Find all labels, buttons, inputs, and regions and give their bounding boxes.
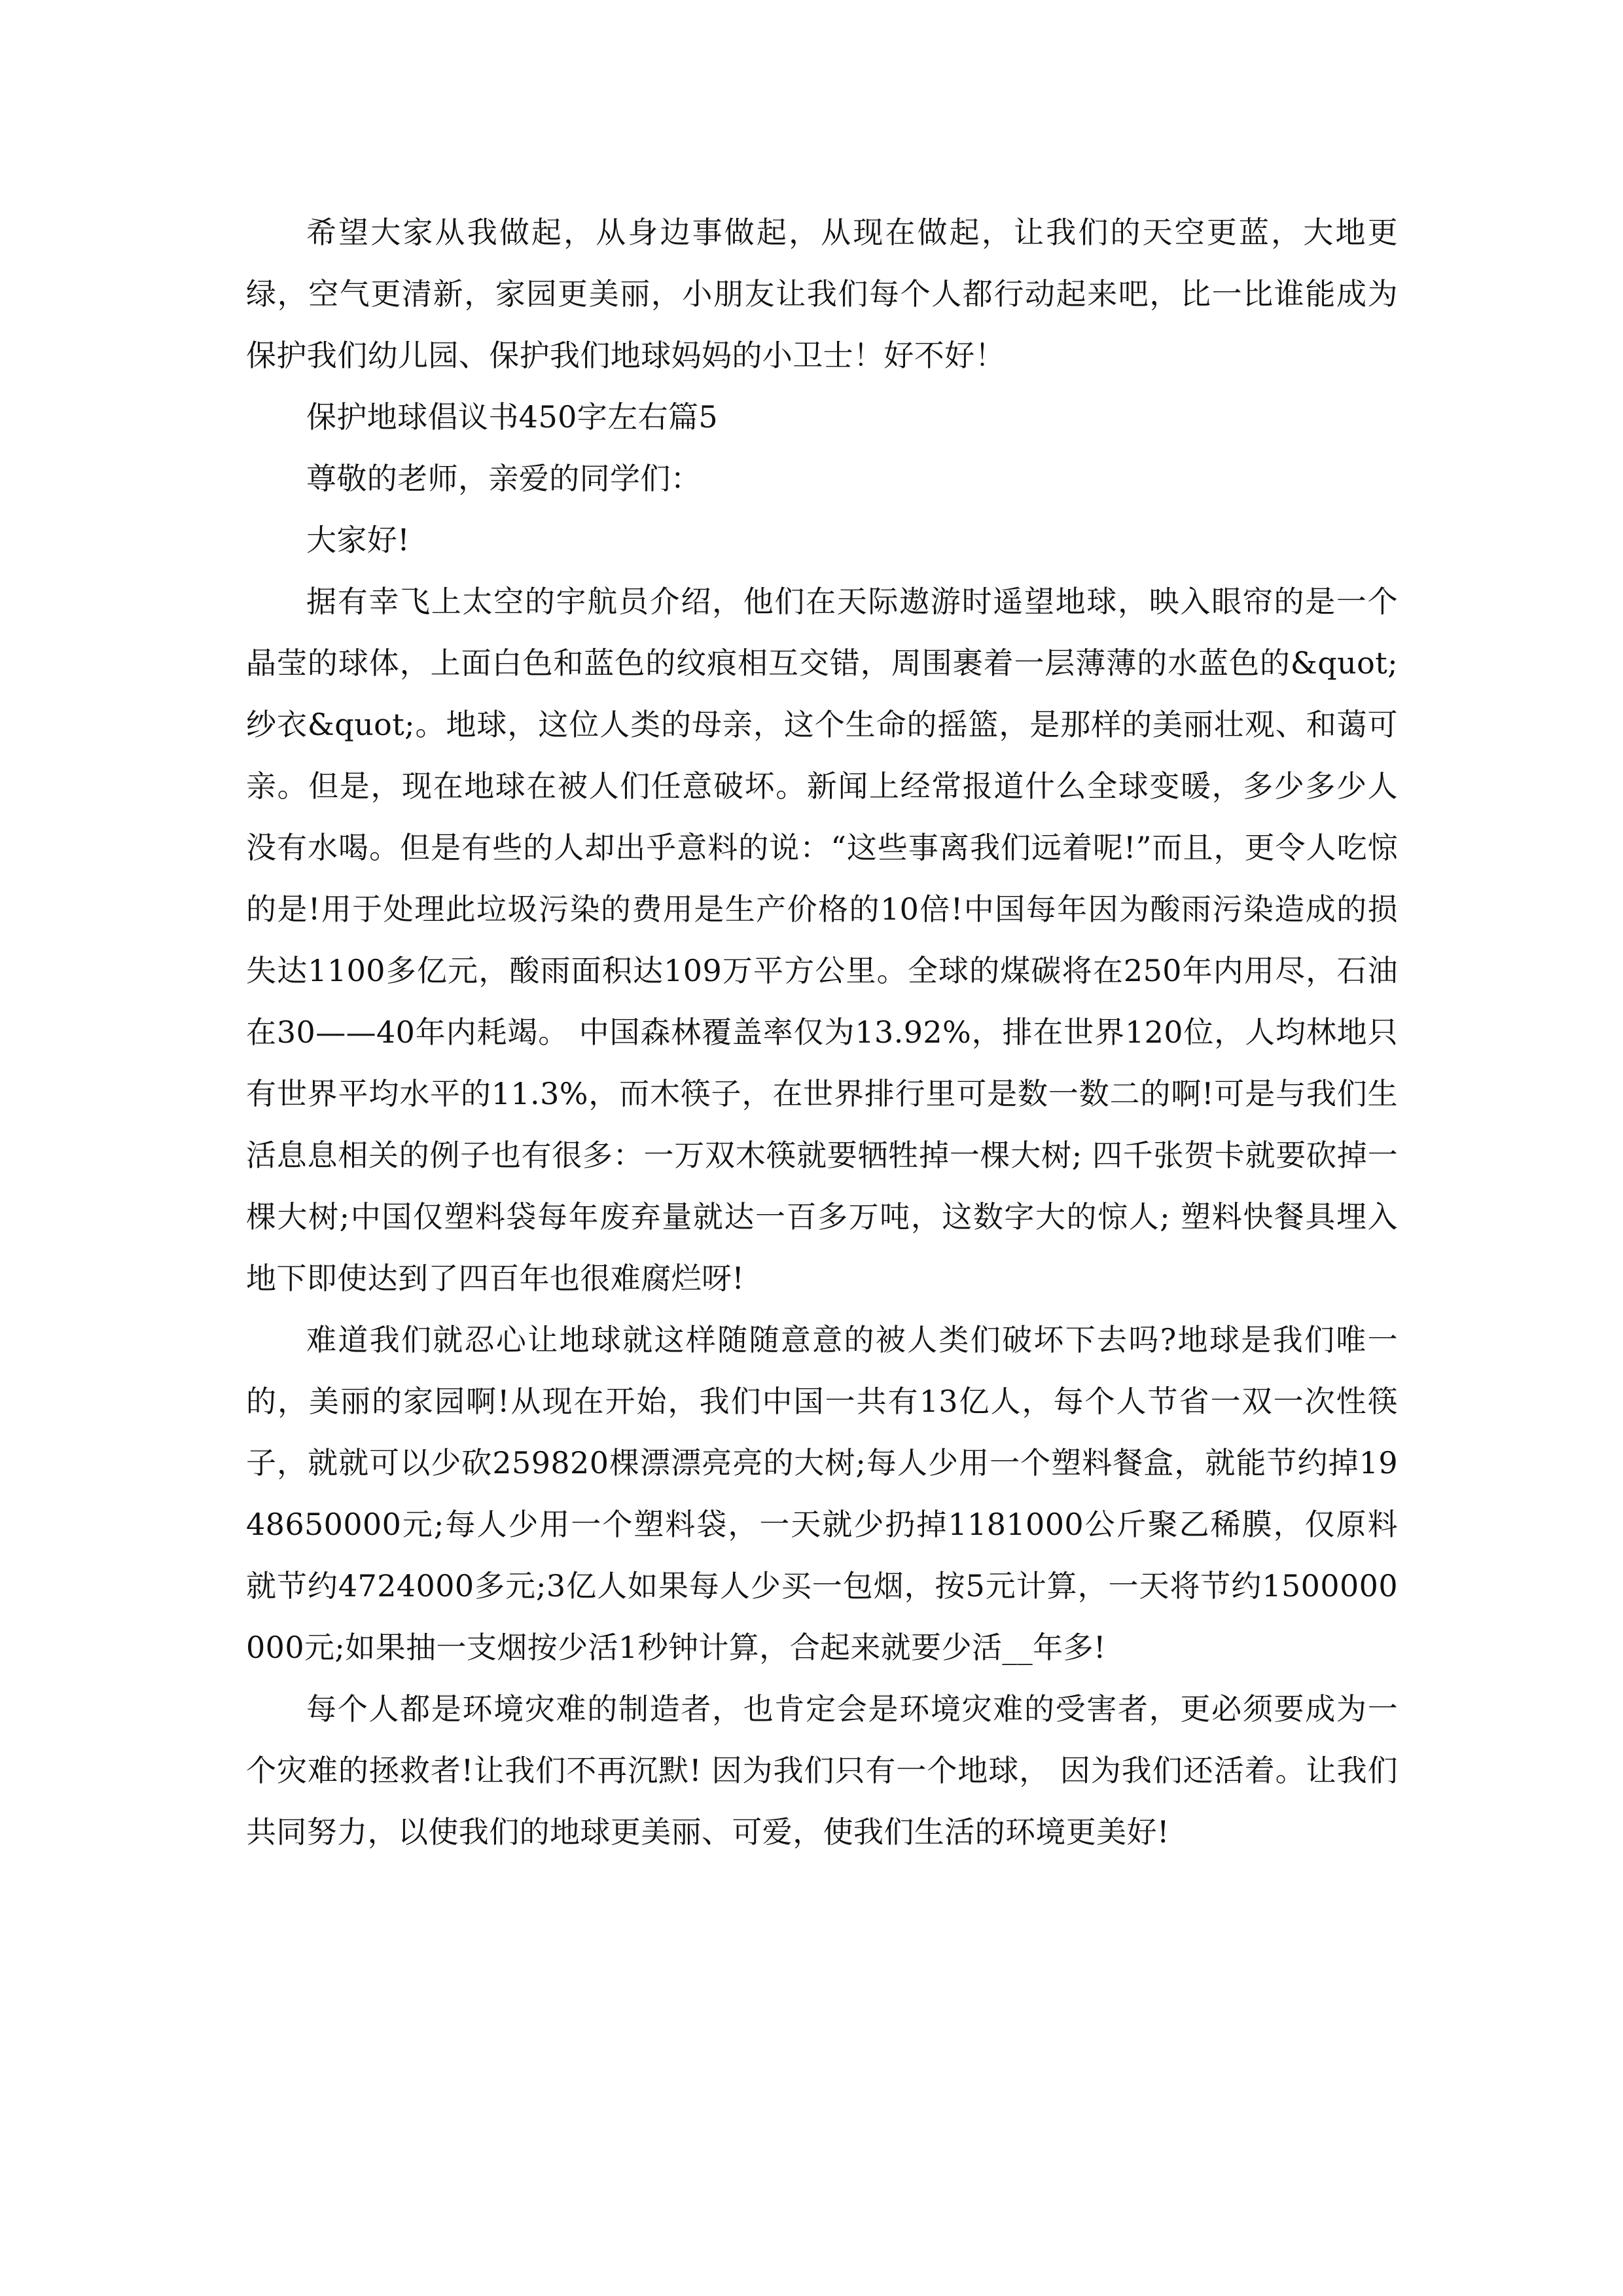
paragraph-closing-appeal: 希望大家从我做起，从身边事做起，从现在做起，让我们的天空更蓝，大地更绿，空气更清新，家园更美丽，小朋友让我们每个人都行动起来吧，比一比谁能成为保护我们幼儿园、保护我们地球妈妈的小卫士！好不好！ bbox=[246, 215, 1398, 373]
paragraph-call-to-action: 每个人都是环境灾难的制造者，也肯定会是环境灾难的受害者，更必须要成为一个灾难的拯救者!让我们不再沉默! 因为我们只有一个地球， 因为我们还活着。让我们共同努力，以使我们的地球更美丽、可爱，使我们生活的环境更美好! bbox=[246, 1691, 1398, 1850]
salutation: 尊敬的老师，亲爱的同学们： bbox=[306, 461, 702, 496]
paragraph-savings-figures: 难道我们就忍心让地球就这样随随意意的被人类们破坏下去吗?地球是我们唯一的，美丽的家园啊!从现在开始，我们中国一共有13亿人，每个人节省一双一次性筷子，就就可以少砍259820棵漂漂亮亮的大树;每人少用一个塑料餐盒，就能节约掉1948650000元;每人少用一个塑料袋，一天就少扔掉1181000公斤聚乙稀膜，仅原料就节约4724000多元;3亿人如果每人少买一包烟，按5元计算，一天将节约1500000000元;如果抽一支烟按少活1秒钟计算，合起来就要少活__年多! bbox=[246, 1322, 1398, 1665]
document-body bbox=[246, 202, 1398, 1863]
paragraph-earth-description: 据有幸飞上太空的宇航员介绍，他们在天际遨游时遥望地球，映入眼帘的是一个晶莹的球体，上面白色和蓝色的纹痕相互交错，周围裹着一层薄薄的水蓝色的&quot;纱衣&quot;。地球，这位人类的母亲，这个生命的摇篮，是那样的美丽壮观、和蔼可亲。但是，现在地球在被人们任意破坏。新闻上经常报道什么全球变暖，多少多少人没有水喝。但是有些的人却出乎意料的说：“这些事离我们远着呢!”而且，更令人吃惊的是!用于处理此垃圾污染的费用是生产价格的10倍!中国每年因为酸雨污染造成的损失达1100多亿元，酸雨面积达109万平方公里。全球的煤碳将在250年内用尽，石油在30——40年内耗竭。 中国森林覆盖率仅为13.92%，排在世界120位，人均林地只有世界平均水平的11.3%，而木筷子，在世界排行里可是数一数二的啊!可是与我们生活息息相关的例子也有很多：一万双木筷就要牺牲掉一棵大树; 四千张贺卡就要砍掉一棵大树;中国仅塑料袋每年废弃量就达一百多万吨，这数字大的惊人; 塑料快餐具埋入地下即使达到了四百年也很难腐烂呀! bbox=[246, 584, 1398, 1296]
section-heading: 保护地球倡议书450字左右篇5 bbox=[306, 399, 719, 435]
greeting: 大家好! bbox=[306, 522, 410, 558]
